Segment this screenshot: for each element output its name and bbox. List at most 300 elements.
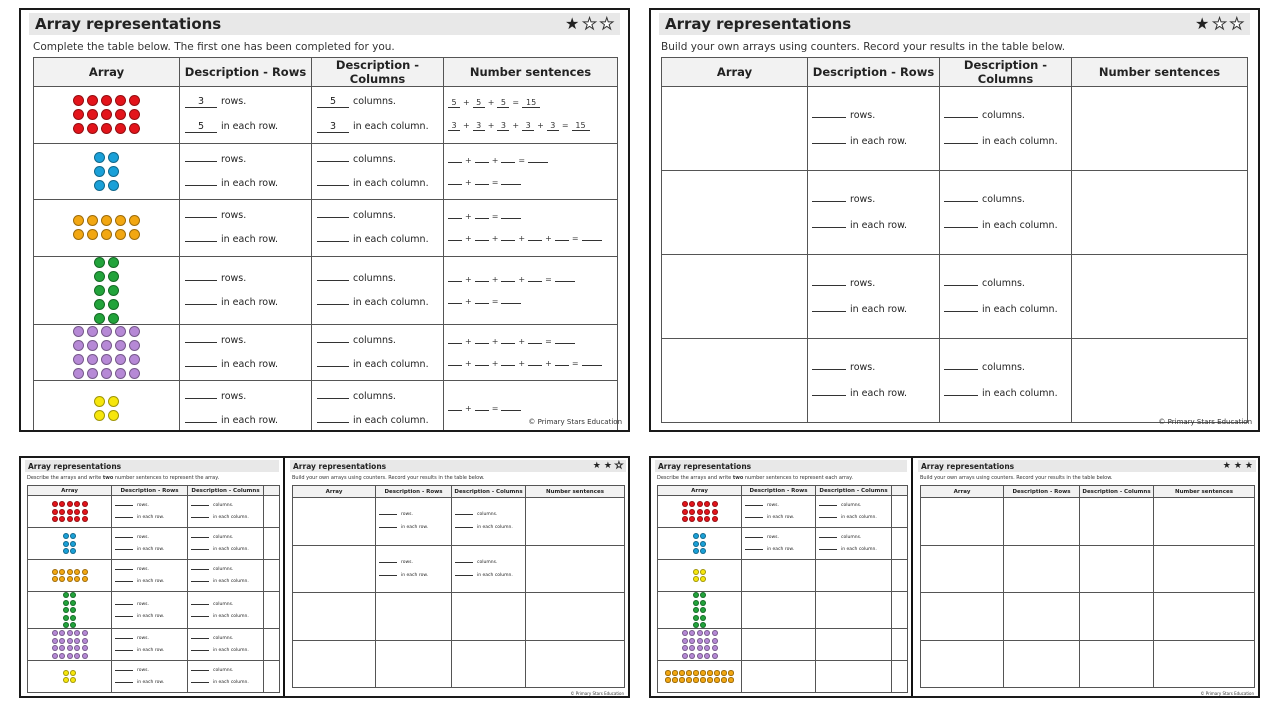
per-column-blank[interactable] (317, 304, 349, 305)
addend-blank[interactable] (528, 281, 542, 282)
array-cell[interactable] (293, 498, 376, 546)
counter-array (28, 569, 111, 583)
columns-cell[interactable] (816, 661, 892, 693)
columns-blank[interactable] (317, 398, 349, 399)
array-cell[interactable] (662, 87, 808, 171)
rows-blank[interactable] (379, 562, 397, 563)
worksheet-title: Array representations (28, 461, 122, 471)
description-line: in each row. (379, 573, 451, 578)
columns-cell (188, 528, 264, 560)
columns-cell[interactable] (452, 640, 526, 688)
sentences-cell[interactable] (1154, 640, 1255, 688)
counter-purple (87, 340, 98, 351)
description-line: in each column. (944, 136, 1071, 147)
columns-blank[interactable] (191, 670, 209, 671)
table-row (28, 661, 280, 693)
rows-cell[interactable] (1004, 498, 1080, 546)
counter-purple (52, 653, 58, 659)
per-column-blank[interactable] (317, 241, 349, 242)
total-blank[interactable] (555, 343, 575, 344)
counter-orange (714, 670, 720, 676)
total-blank[interactable] (528, 162, 548, 163)
counter-green (693, 592, 699, 598)
addend-blank[interactable] (448, 303, 462, 304)
worksheet-4-right (914, 458, 1260, 698)
counter-yellow (700, 569, 706, 575)
sentences-cell[interactable] (1072, 87, 1248, 171)
addend-blank[interactable] (475, 410, 489, 411)
addend-blank[interactable] (555, 240, 569, 241)
per-row-blank[interactable] (115, 549, 133, 550)
columns-blank[interactable] (819, 505, 837, 506)
columns-cell[interactable] (1080, 640, 1154, 688)
addend-blank[interactable] (448, 162, 462, 163)
counter-purple (712, 645, 718, 651)
rows-blank[interactable] (115, 604, 133, 605)
description-line: rows. (185, 154, 311, 165)
header-array: Array (658, 486, 742, 496)
star-filled-icon: ★ (1244, 460, 1253, 471)
rows-blank[interactable] (185, 342, 217, 343)
counter-blue (108, 166, 119, 177)
per-row-blank[interactable] (745, 549, 763, 550)
addend-blank[interactable] (448, 240, 462, 241)
columns-cell (188, 661, 264, 693)
array-cell (28, 528, 112, 560)
addend-blank[interactable] (448, 343, 462, 344)
rows-blank[interactable] (812, 369, 846, 370)
description-line: in each row. (115, 614, 187, 619)
per-row-blank[interactable] (185, 241, 217, 242)
total-blank[interactable] (501, 410, 521, 411)
counter-orange (59, 569, 65, 575)
per-row-blank[interactable] (745, 517, 763, 518)
addend-blank[interactable]: 3 (547, 121, 559, 131)
columns-blank[interactable] (191, 638, 209, 639)
array-cell (28, 629, 112, 661)
columns-cell (940, 339, 1072, 423)
counter-purple (115, 326, 126, 337)
addend-blank[interactable] (555, 365, 569, 366)
per-row-blank[interactable] (185, 422, 217, 423)
array-cell[interactable] (921, 640, 1004, 688)
addend-blank[interactable] (501, 281, 515, 282)
addend-blank[interactable] (528, 365, 542, 366)
rows-blank[interactable] (812, 285, 846, 286)
rows-cell (180, 200, 312, 257)
columns-cell[interactable] (452, 593, 526, 641)
description-line: columns. (944, 362, 1071, 373)
per-column-blank[interactable] (191, 682, 209, 683)
header-array: Array (293, 486, 376, 498)
counter-orange (129, 229, 140, 240)
rows-cell[interactable] (1004, 545, 1080, 593)
columns-cell (312, 87, 444, 144)
sentences-cell[interactable] (526, 498, 625, 546)
array-cell (34, 381, 180, 433)
rows-blank[interactable]: 3 (185, 96, 217, 108)
table-row (662, 255, 1248, 339)
rows-blank[interactable] (745, 505, 763, 506)
description-line: in each row. (115, 579, 187, 584)
header-columns: Description - Columns (816, 486, 892, 496)
per-row-blank[interactable] (115, 517, 133, 518)
counter-red (129, 123, 140, 134)
addend-blank[interactable] (475, 184, 489, 185)
sentences-cell[interactable] (1154, 593, 1255, 641)
array-cell (28, 592, 112, 629)
array-cell (658, 528, 742, 560)
title-bar (29, 13, 620, 35)
addend-blank[interactable] (501, 343, 515, 344)
counter-purple (712, 638, 718, 644)
sentences-cell[interactable] (1072, 171, 1248, 255)
worksheet-4 (649, 456, 1260, 698)
columns-blank[interactable] (317, 161, 349, 162)
counter-orange (67, 569, 73, 575)
array-cell[interactable] (662, 339, 808, 423)
array-cell[interactable] (921, 545, 1004, 593)
per-row-blank[interactable] (812, 311, 846, 312)
rows-cell[interactable] (376, 640, 452, 688)
rows-blank[interactable] (812, 201, 846, 202)
columns-blank[interactable] (191, 604, 209, 605)
per-column-blank[interactable] (317, 185, 349, 186)
per-column-blank[interactable] (944, 227, 978, 228)
columns-cell[interactable] (1080, 545, 1154, 593)
addend-blank[interactable] (448, 410, 462, 411)
counter-red (67, 509, 73, 515)
sentences-cell[interactable] (1072, 255, 1248, 339)
total-blank[interactable]: 15 (572, 121, 590, 131)
per-row-blank[interactable] (185, 185, 217, 186)
total-blank[interactable] (501, 303, 521, 304)
record-table (661, 57, 1248, 423)
description-line: in each column. (191, 547, 263, 552)
columns-cell[interactable] (1080, 593, 1154, 641)
rows-cell (742, 496, 816, 528)
total-blank[interactable] (555, 281, 575, 282)
per-column-blank[interactable] (819, 549, 837, 550)
header-columns: Description - Columns (940, 58, 1072, 87)
array-cell[interactable] (293, 640, 376, 688)
per-column-blank[interactable]: 3 (317, 121, 349, 133)
columns-blank[interactable] (455, 562, 473, 563)
rows-blank[interactable] (379, 514, 397, 515)
counter-red (82, 516, 88, 522)
total-blank[interactable]: 15 (522, 98, 540, 108)
rows-cell[interactable] (742, 560, 816, 592)
sentences-cell[interactable] (526, 593, 625, 641)
rows-cell (180, 143, 312, 200)
columns-blank[interactable] (317, 280, 349, 281)
columns-cell (312, 381, 444, 433)
per-row-blank[interactable]: 5 (185, 121, 217, 133)
columns-blank[interactable] (944, 285, 978, 286)
array-cell (34, 143, 180, 200)
table-row (293, 545, 625, 593)
addend-blank[interactable]: 5 (497, 98, 509, 108)
total-blank[interactable] (582, 365, 602, 366)
addend-blank[interactable]: 5 (473, 98, 485, 108)
description-line: in each column. (944, 388, 1071, 399)
array-cell[interactable] (921, 498, 1004, 546)
sentences-cell[interactable] (526, 640, 625, 688)
rows-cell (180, 381, 312, 433)
table-row (28, 592, 280, 629)
columns-cell[interactable] (1080, 498, 1154, 546)
rows-cell (742, 528, 816, 560)
columns-blank[interactable] (317, 342, 349, 343)
counter-yellow (63, 677, 69, 683)
counter-purple (52, 630, 58, 636)
per-column-blank[interactable] (819, 517, 837, 518)
worksheet-2 (649, 8, 1260, 432)
per-column-blank[interactable] (455, 575, 473, 576)
counter-purple (74, 645, 80, 651)
counter-green (63, 600, 69, 606)
table-row (921, 640, 1255, 688)
star-filled-icon: ★ (592, 460, 601, 471)
columns-cell[interactable] (816, 592, 892, 629)
rows-blank[interactable] (745, 537, 763, 538)
array-cell[interactable] (293, 593, 376, 641)
addend-blank[interactable] (475, 240, 489, 241)
columns-cell[interactable] (816, 629, 892, 661)
columns-blank[interactable] (819, 537, 837, 538)
per-row-blank[interactable] (812, 227, 846, 228)
per-row-blank[interactable] (185, 304, 217, 305)
header-sentences: Number sentences (1154, 486, 1255, 498)
rows-blank[interactable] (115, 638, 133, 639)
columns-blank[interactable] (191, 505, 209, 506)
counter-purple (697, 630, 703, 636)
sentences-cell[interactable] (1072, 339, 1248, 423)
addend-blank[interactable] (501, 162, 515, 163)
array-table (27, 485, 280, 693)
counter-red (59, 501, 65, 507)
description-line: in each row. (745, 515, 815, 520)
per-row-blank[interactable] (185, 366, 217, 367)
worksheet-title: Array representations (921, 461, 1015, 471)
array-table (657, 485, 908, 693)
counter-orange (101, 215, 112, 226)
rows-blank[interactable] (185, 217, 217, 218)
per-row-blank[interactable] (115, 682, 133, 683)
per-column-blank[interactable] (944, 311, 978, 312)
counter-purple (82, 645, 88, 651)
record-table (920, 485, 1255, 688)
per-column-blank[interactable] (455, 527, 473, 528)
rows-cell (808, 171, 940, 255)
columns-blank[interactable] (944, 117, 978, 118)
worksheet-title: Array representations (658, 461, 752, 471)
counter-red (697, 509, 703, 515)
counter-purple (712, 653, 718, 659)
total-blank[interactable] (582, 240, 602, 241)
counter-green (94, 299, 105, 310)
description-line: in each row. (185, 415, 311, 426)
header-rows: Description - Rows (742, 486, 816, 496)
counter-orange (707, 677, 713, 683)
per-column-blank[interactable] (317, 366, 349, 367)
rows-cell[interactable] (1004, 640, 1080, 688)
header-sentences: Number sentences (1072, 58, 1248, 87)
counter-green (63, 615, 69, 621)
array-cell (658, 496, 742, 528)
counter-orange (693, 677, 699, 683)
addend-blank[interactable] (475, 343, 489, 344)
array-cell[interactable] (921, 593, 1004, 641)
addend-blank[interactable] (501, 240, 515, 241)
counter-array (34, 215, 179, 240)
rows-cell[interactable] (1004, 593, 1080, 641)
counter-purple (101, 354, 112, 365)
columns-cell (312, 200, 444, 257)
counter-purple (101, 340, 112, 351)
array-cell (658, 629, 742, 661)
per-row-blank[interactable] (379, 527, 397, 528)
counter-red (101, 109, 112, 120)
counter-purple (129, 340, 140, 351)
addend-blank[interactable] (448, 218, 462, 219)
array-cell[interactable] (662, 171, 808, 255)
columns-cell (816, 528, 892, 560)
header-sentences: Number sentences (526, 486, 625, 498)
counter-array (658, 670, 741, 683)
counter-red (697, 516, 703, 522)
sentences-cell[interactable] (1154, 498, 1255, 546)
description-line: rows. (745, 503, 815, 508)
rows-blank[interactable] (185, 280, 217, 281)
header-rows: Description - Rows (112, 486, 188, 496)
description-line: in each row. (745, 547, 815, 552)
counter-purple (59, 630, 65, 636)
description-line: in each row. (115, 648, 187, 653)
per-column-blank[interactable] (317, 422, 349, 423)
addend-blank[interactable]: 3 (473, 121, 485, 131)
description-line: in each column. (191, 614, 263, 619)
addend-blank[interactable] (528, 240, 542, 241)
rows-blank[interactable] (115, 569, 133, 570)
rows-cell[interactable] (742, 629, 816, 661)
rows-cell[interactable] (742, 592, 816, 629)
counter-array (658, 501, 741, 522)
per-column-blank[interactable] (191, 616, 209, 617)
addend-blank[interactable] (475, 162, 489, 163)
rows-blank[interactable] (185, 161, 217, 162)
counter-red (689, 501, 695, 507)
addend-blank[interactable] (475, 303, 489, 304)
addend-blank[interactable]: 3 (497, 121, 509, 131)
addend-blank[interactable] (448, 365, 462, 366)
rows-blank[interactable] (185, 398, 217, 399)
description-line: rows. (812, 278, 939, 289)
table-row (34, 87, 618, 144)
header-rows: Description - Rows (376, 486, 452, 498)
star-filled-icon: ★ (564, 14, 580, 33)
addend-blank[interactable]: 3 (522, 121, 534, 131)
per-row-blank[interactable] (812, 395, 846, 396)
rows-blank[interactable] (115, 670, 133, 671)
counter-red (73, 95, 84, 106)
per-column-blank[interactable] (191, 549, 209, 550)
counter-purple (82, 630, 88, 636)
per-column-blank[interactable] (191, 581, 209, 582)
per-column-blank[interactable] (944, 395, 978, 396)
per-column-blank[interactable] (944, 143, 978, 144)
addend-blank[interactable] (448, 281, 462, 282)
addend-blank[interactable] (448, 184, 462, 185)
addend-blank[interactable]: 5 (448, 98, 460, 108)
array-cell[interactable] (293, 545, 376, 593)
columns-blank[interactable] (944, 201, 978, 202)
difficulty-stars (1223, 462, 1253, 471)
total-blank[interactable] (501, 218, 521, 219)
table-row (293, 640, 625, 688)
array-cell (34, 256, 180, 324)
columns-cell[interactable] (816, 560, 892, 592)
columns-blank[interactable] (944, 369, 978, 370)
per-row-blank[interactable] (115, 616, 133, 617)
columns-blank[interactable] (191, 569, 209, 570)
addend-blank[interactable] (475, 281, 489, 282)
counter-orange (52, 569, 58, 575)
columns-blank[interactable] (455, 514, 473, 515)
rows-blank[interactable] (812, 117, 846, 118)
counter-red (697, 501, 703, 507)
counter-blue (70, 533, 76, 539)
counter-green (700, 607, 706, 613)
sentences-cell[interactable] (526, 545, 625, 593)
columns-blank[interactable] (317, 217, 349, 218)
counter-red (73, 123, 84, 134)
addend-blank[interactable]: 3 (448, 121, 460, 131)
rows-blank[interactable] (115, 537, 133, 538)
rows-blank[interactable] (115, 505, 133, 506)
counter-purple (704, 653, 710, 659)
addend-blank[interactable] (475, 365, 489, 366)
addend-blank[interactable] (528, 343, 542, 344)
sentences-cell[interactable] (1154, 545, 1255, 593)
description-line: in each column. (944, 304, 1071, 315)
difficulty-stars (593, 462, 623, 471)
per-column-blank[interactable] (191, 650, 209, 651)
total-blank[interactable] (501, 184, 521, 185)
rows-cell (112, 661, 188, 693)
description-line: rows. (115, 636, 187, 641)
description-line: rows. (115, 567, 187, 572)
columns-blank[interactable] (191, 537, 209, 538)
addend-blank[interactable] (475, 218, 489, 219)
rows-cell[interactable] (376, 593, 452, 641)
counter-purple (87, 326, 98, 337)
per-row-blank[interactable] (115, 581, 133, 582)
description-line: in each column. (191, 648, 263, 653)
counter-array (34, 95, 179, 134)
counter-purple (73, 368, 84, 379)
addend-blank[interactable] (501, 365, 515, 366)
per-row-blank[interactable] (115, 650, 133, 651)
per-row-blank[interactable] (812, 143, 846, 144)
description-line: in each row. (185, 178, 311, 189)
per-row-blank[interactable] (379, 575, 397, 576)
columns-blank[interactable]: 5 (317, 96, 349, 108)
counter-red (87, 95, 98, 106)
rows-cell[interactable] (742, 661, 816, 693)
array-cell[interactable] (662, 255, 808, 339)
per-column-blank[interactable] (191, 517, 209, 518)
